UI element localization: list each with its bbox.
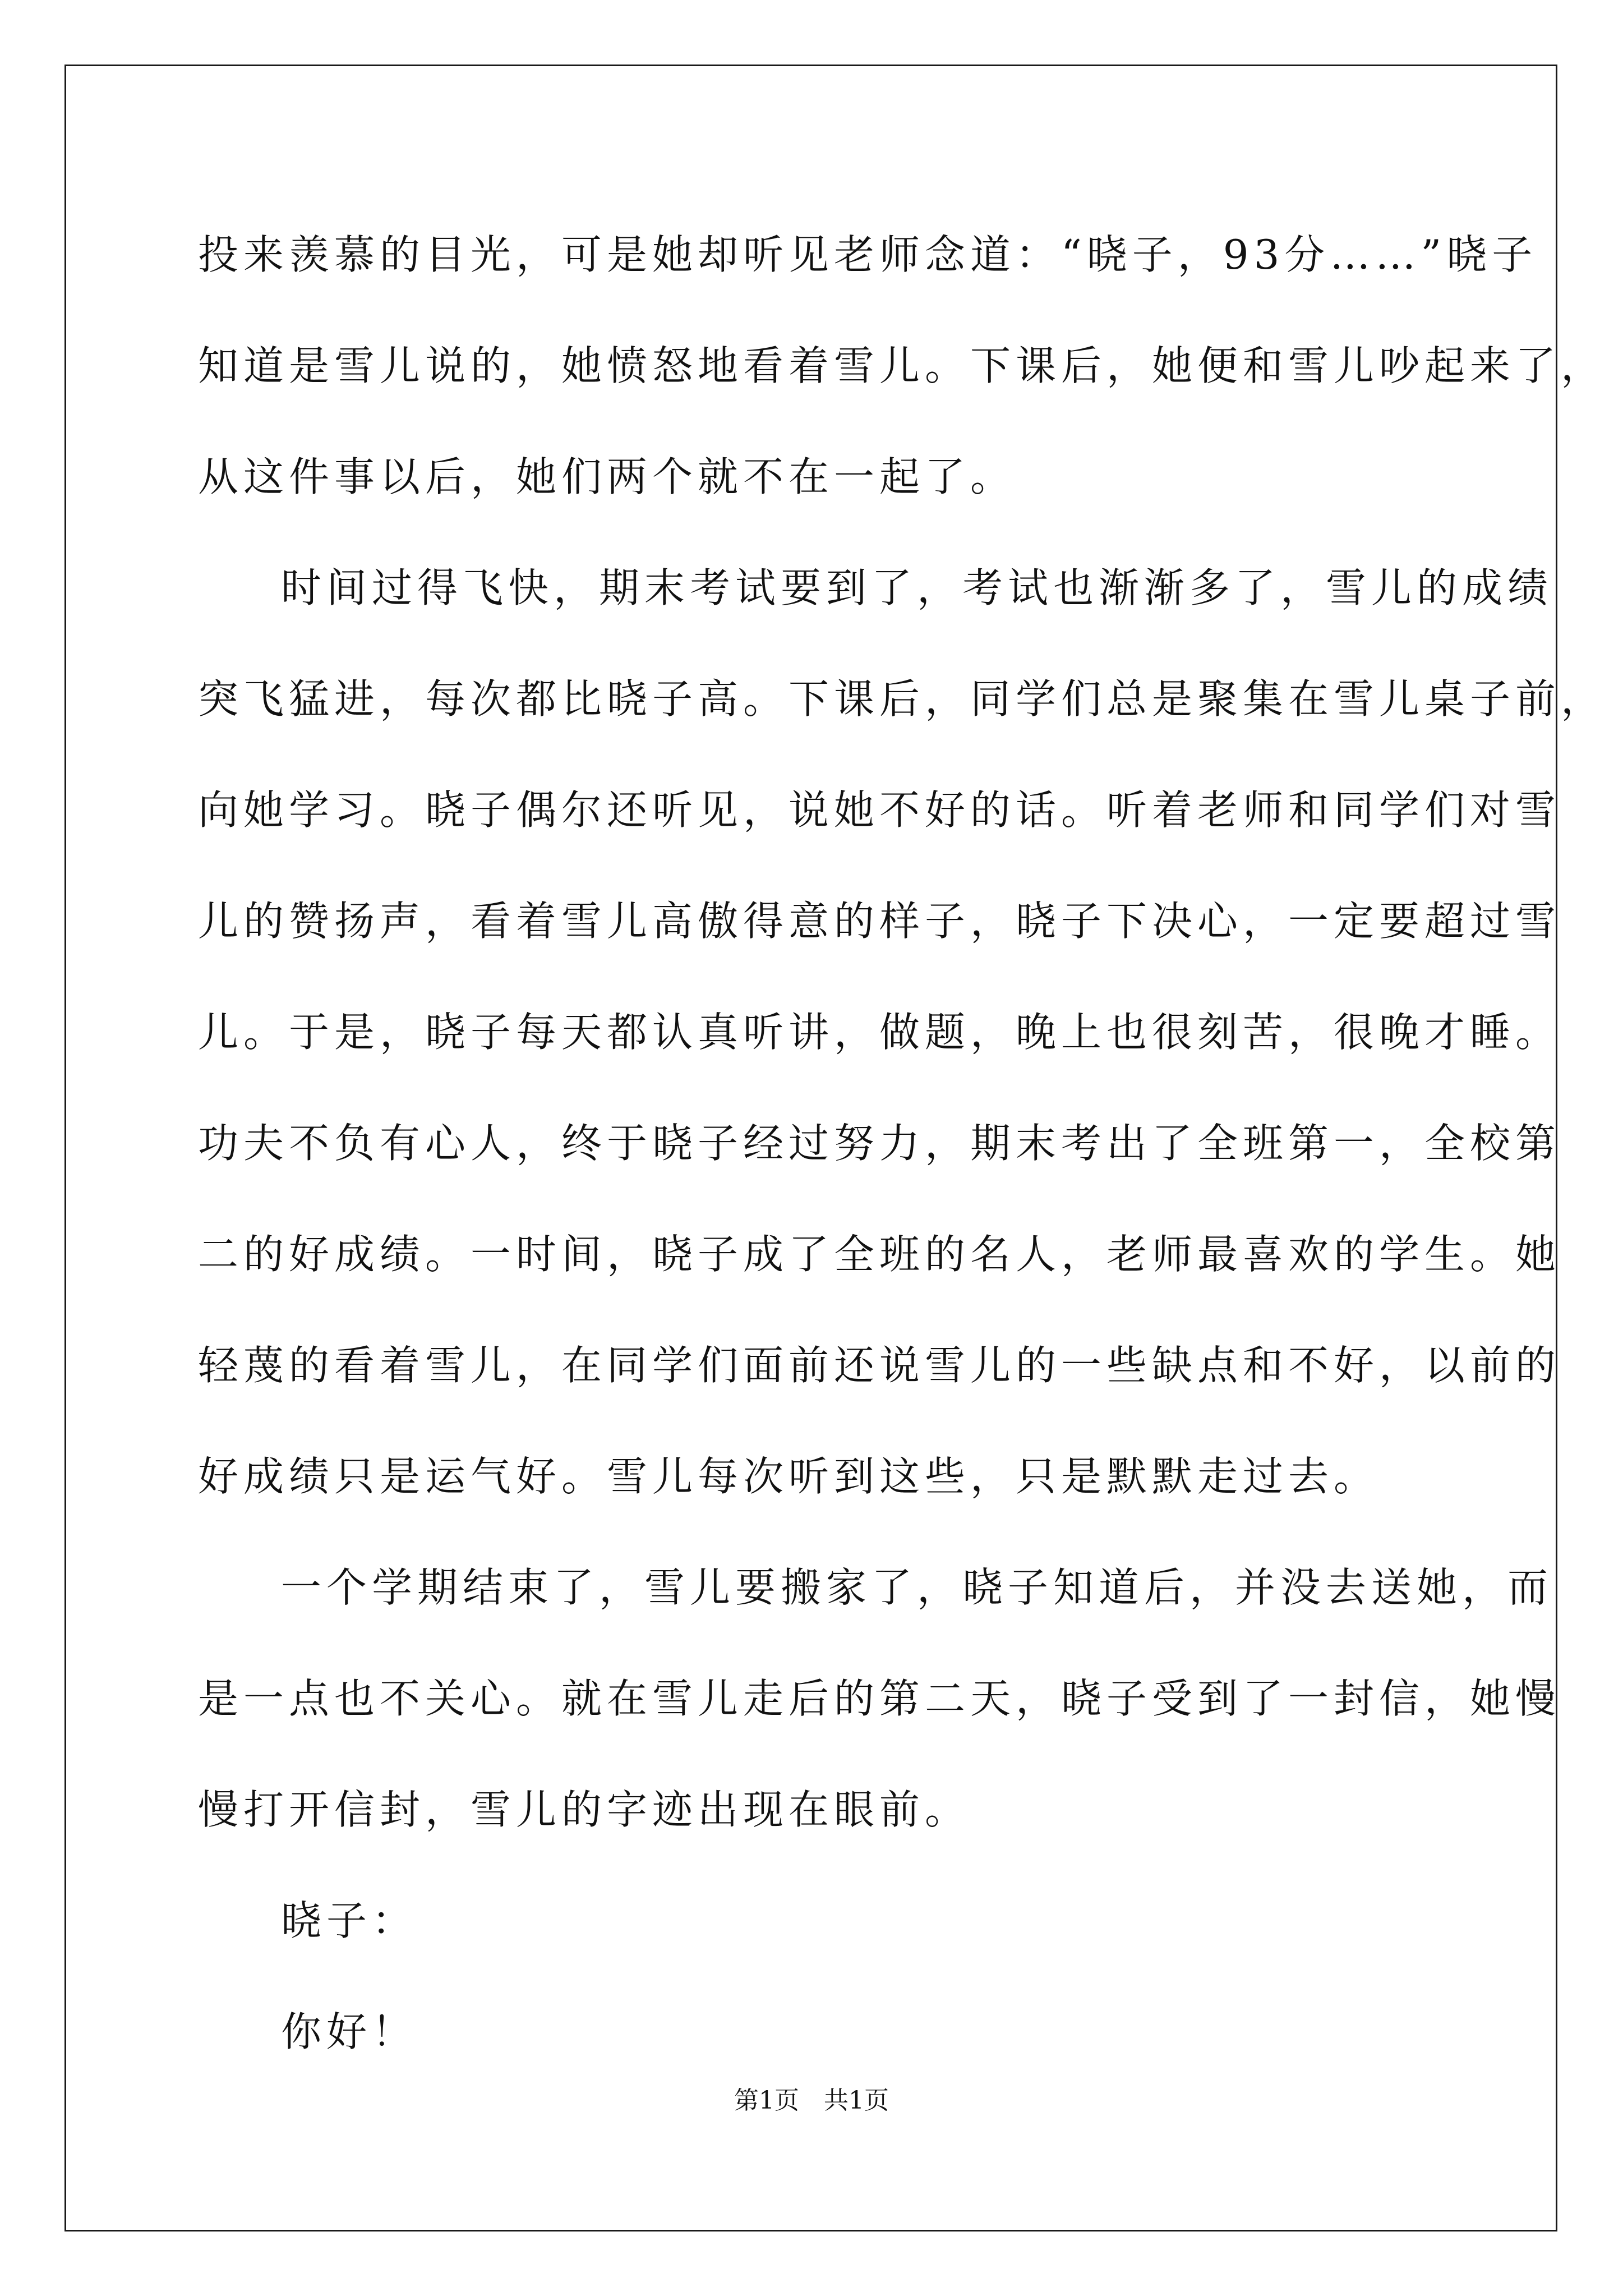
text-line-10: 二的好成绩。一时间，晓子成了全班的名人，老师最喜欢的学生。她 <box>198 1231 1561 1278</box>
text-line-4: 时间过得飞快，期末考试要到了，考试也渐渐多了，雪儿的成绩 <box>281 564 1553 611</box>
text-line-12: 好成绩只是运气好。雪儿每次听到这些，只是默默走过去。 <box>198 1453 1380 1500</box>
text-line-1: 投来羡慕的目光，可是她却听见老师念道：“晓子，93分……”晓子 <box>198 231 1538 278</box>
text-line-9: 功夫不负有心人，终于晓子经过努力，期末考出了全班第一，全校第 <box>198 1120 1561 1167</box>
letter-salutation: 晓子： <box>281 1897 418 1944</box>
text-line-5: 突飞猛进，每次都比晓子高。下课后，同学们总是聚集在雪儿桌子前， <box>198 675 1607 723</box>
text-line-3: 从这件事以后，她们两个就不在一起了。 <box>198 453 1016 500</box>
letter-greeting: 你好！ <box>281 2008 418 2055</box>
document-body <box>198 199 1607 2087</box>
text-line-14: 是一点也不关心。就在雪儿走后的第二天，晓子受到了一封信，她慢 <box>198 1675 1561 1722</box>
text-line-15: 慢打开信封，雪儿的字迹出现在眼前。 <box>198 1786 971 1833</box>
text-line-6: 向她学习。晓子偶尔还听见，说她不好的话。听着老师和同学们对雪 <box>198 786 1561 834</box>
text-line-2: 知道是雪儿说的，她愤怒地看着雪儿。下课后，她便和雪儿吵起来了， <box>198 342 1607 389</box>
page-number: 第1页 共1页 <box>734 2086 889 2115</box>
text-line-8: 儿。于是，晓子每天都认真听讲，做题，晚上也很刻苦，很晚才睡。 <box>198 1009 1561 1056</box>
text-line-7: 儿的赞扬声，看着雪儿高傲得意的样子，晓子下决心，一定要超过雪 <box>198 898 1561 945</box>
text-line-11: 轻蔑的看着雪儿，在同学们面前还说雪儿的一些缺点和不好，以前的 <box>198 1342 1561 1389</box>
text-line-13: 一个学期结束了，雪儿要搬家了，晓子知道后，并没去送她，而 <box>281 1564 1553 1611</box>
